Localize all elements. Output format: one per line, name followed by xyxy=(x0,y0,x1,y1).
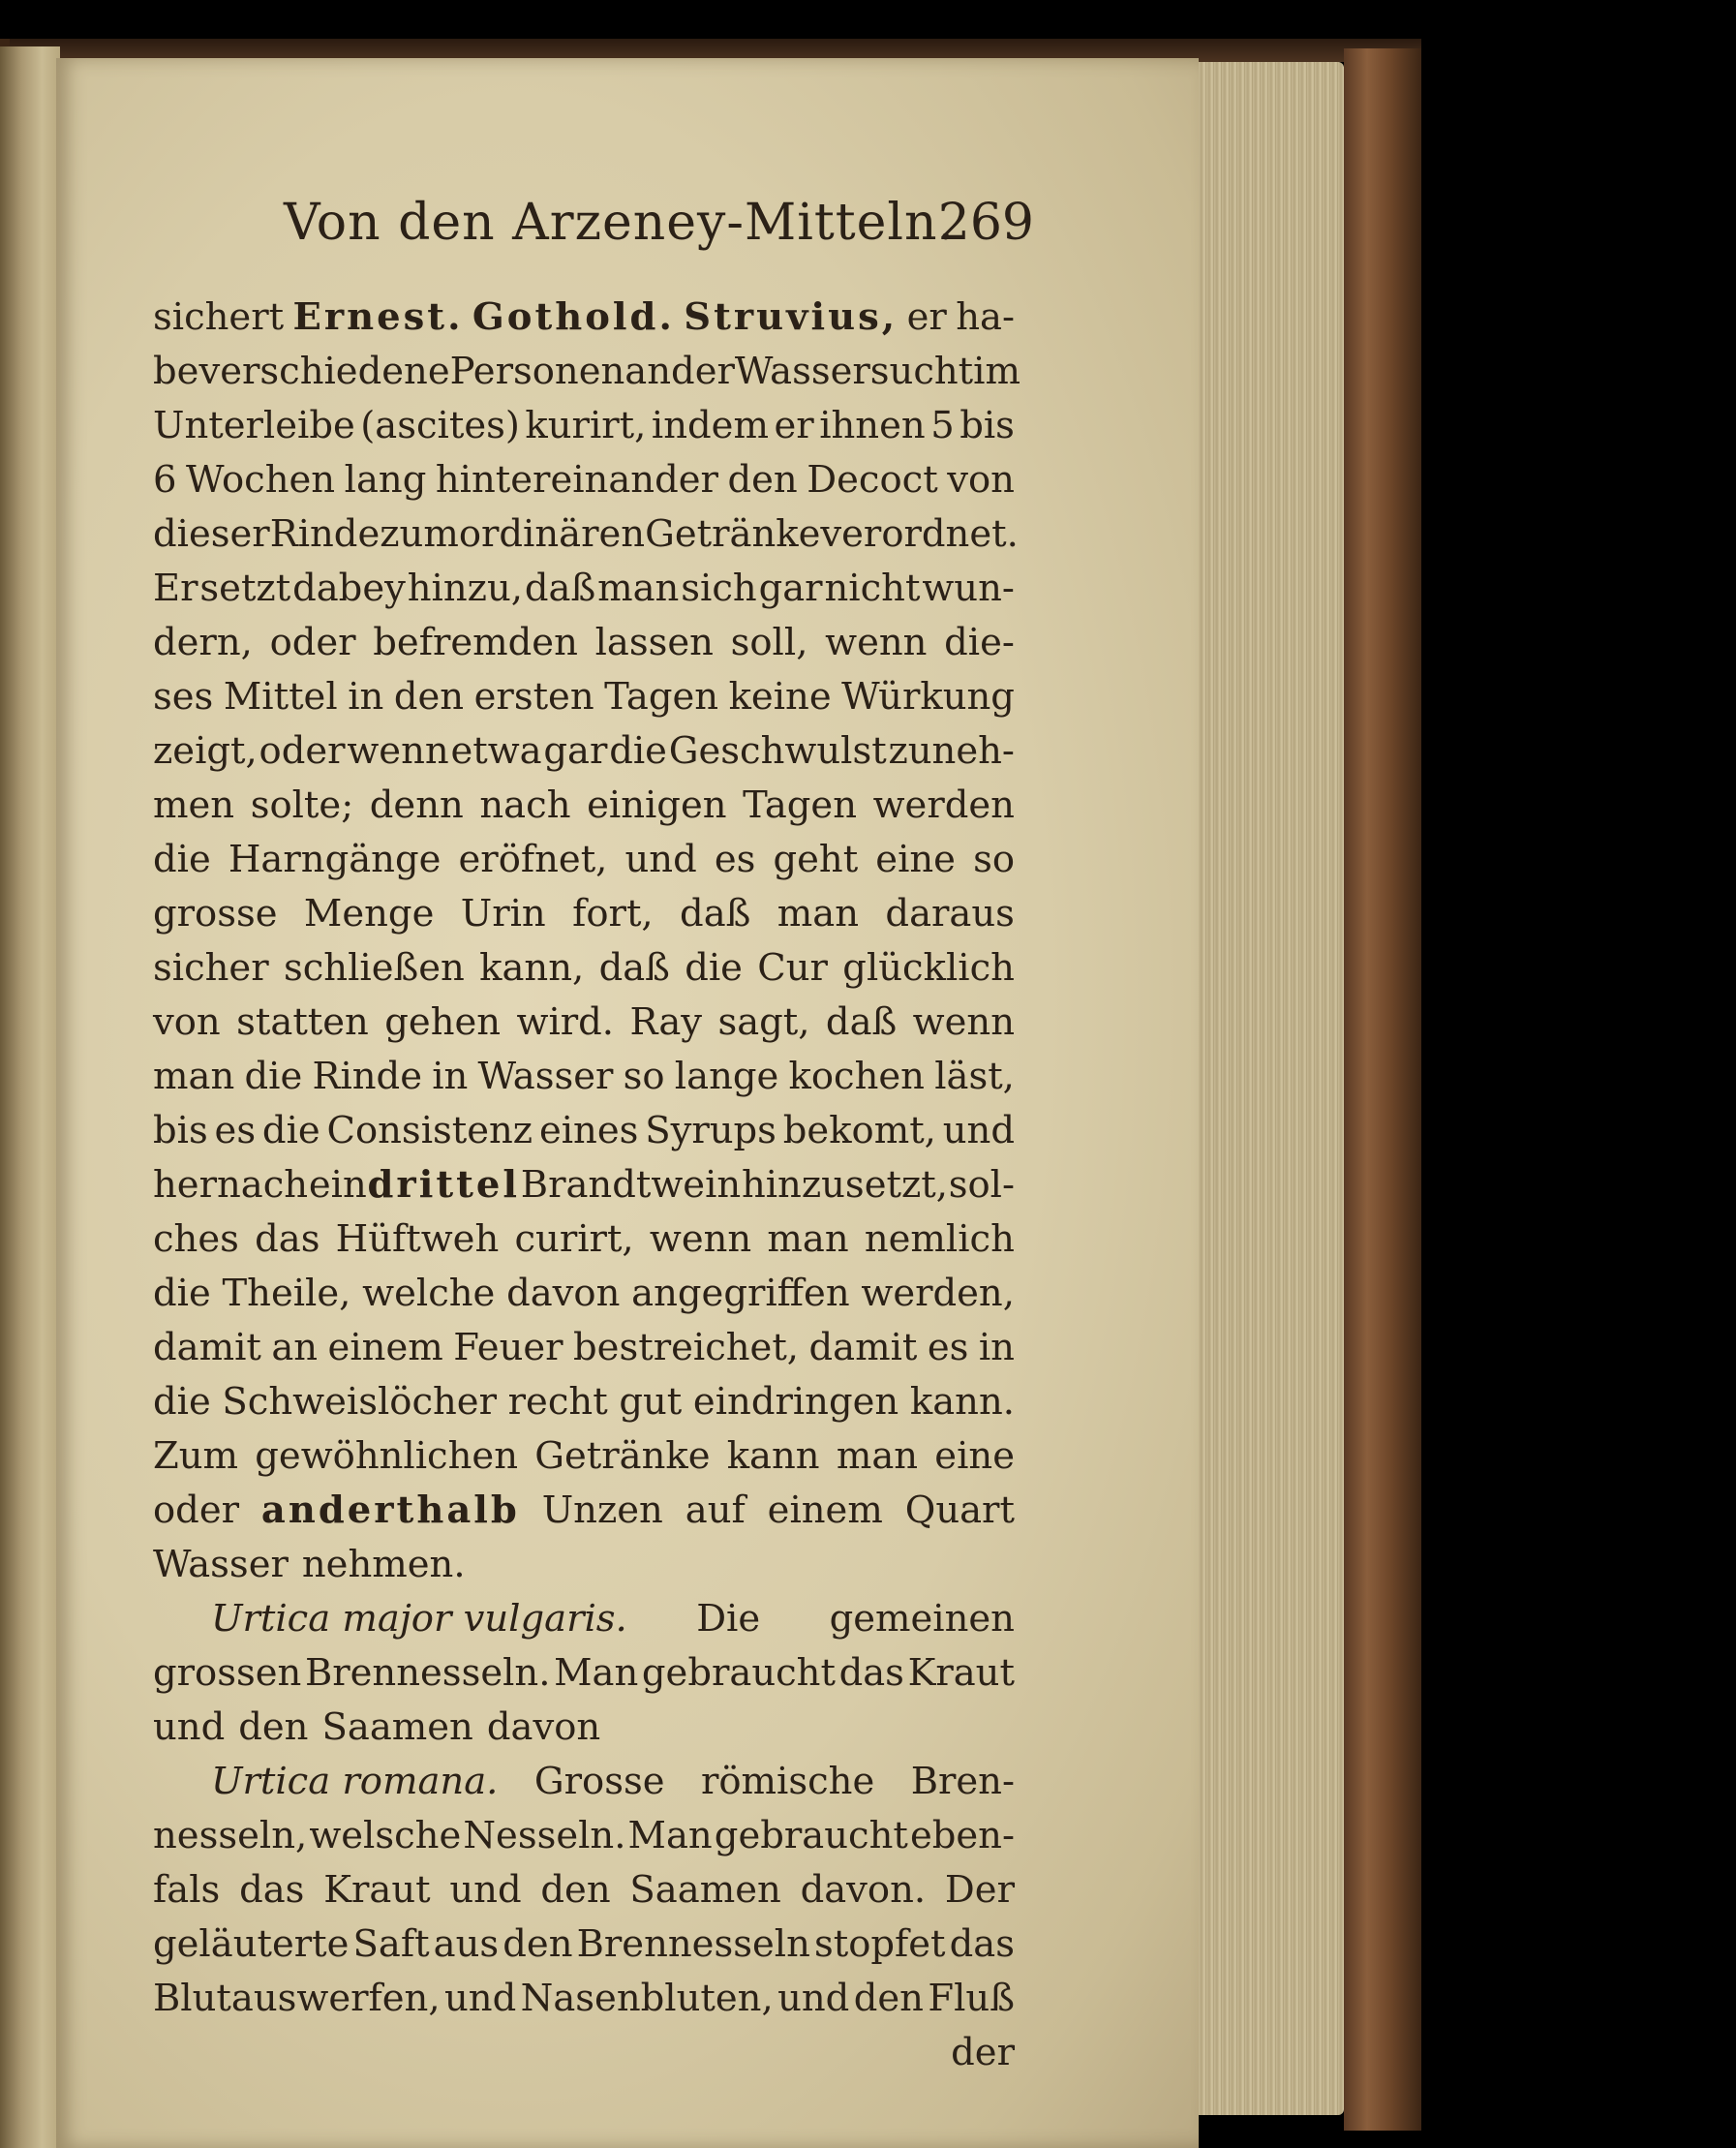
word: statten xyxy=(236,1000,369,1044)
word: davon xyxy=(506,1272,621,1315)
word: man xyxy=(597,567,680,610)
word: und xyxy=(444,1977,517,2020)
word: Man xyxy=(554,1651,639,1695)
word: Brennesseln. xyxy=(304,1651,551,1695)
word: verordnet. xyxy=(820,512,1019,556)
word: bis xyxy=(153,1109,208,1152)
word: denn xyxy=(369,783,464,827)
word: bekomt, xyxy=(782,1109,936,1152)
word: ordinären xyxy=(458,512,646,556)
text-line xyxy=(153,1972,1015,2026)
word: oder xyxy=(269,621,356,664)
word: Tagen xyxy=(604,675,719,719)
word: schließen xyxy=(283,946,465,990)
word: soll, xyxy=(730,621,808,664)
word: in xyxy=(432,1055,469,1098)
word: Unzen xyxy=(541,1488,663,1532)
word: den xyxy=(503,1922,573,1966)
previous-page-edge xyxy=(0,46,60,2148)
word: solte; xyxy=(250,783,354,827)
word: sich xyxy=(681,567,757,610)
word: Cur xyxy=(757,946,828,990)
word: es xyxy=(214,1109,257,1152)
word: Menge xyxy=(303,892,435,936)
word: grossen xyxy=(153,1651,302,1695)
word: gemeinen xyxy=(829,1597,1015,1641)
text-line xyxy=(153,1755,1015,1809)
text-line xyxy=(153,1375,1015,1429)
word: gehen xyxy=(384,1000,502,1044)
word: Der xyxy=(944,1868,1015,1912)
word: sol- xyxy=(948,1163,1015,1207)
word: Schweislöcher xyxy=(222,1380,497,1424)
word: sichert xyxy=(153,295,285,339)
word: eine xyxy=(875,838,956,881)
word: gewöhnlichen xyxy=(255,1434,518,1478)
word: werden xyxy=(872,783,1015,827)
word: zum xyxy=(380,512,459,556)
word: von xyxy=(153,1000,221,1044)
word: indem xyxy=(651,404,769,447)
word: er xyxy=(906,295,947,339)
word: dern, xyxy=(153,621,253,664)
text-line xyxy=(153,562,1015,616)
word: man xyxy=(836,1434,919,1478)
word: anderthalb xyxy=(260,1488,520,1532)
word: wird. xyxy=(516,1000,615,1044)
word: Fluß xyxy=(928,1977,1015,2020)
text-line xyxy=(153,1863,1015,1918)
running-head: Von den Arzeney-Mitteln. xyxy=(284,194,956,252)
word: curirt, xyxy=(514,1217,634,1261)
word: zuneh- xyxy=(888,729,1015,773)
word: einigen xyxy=(587,783,727,827)
word: er xyxy=(774,404,814,447)
word: den xyxy=(540,1868,611,1912)
word: davon. xyxy=(800,1868,927,1912)
word: keine xyxy=(728,675,832,719)
word: von xyxy=(947,458,1015,502)
word: nicht xyxy=(824,567,921,610)
word: Zum xyxy=(153,1434,239,1478)
word: Ray xyxy=(629,1000,703,1044)
word: werden, xyxy=(861,1272,1015,1315)
text-line xyxy=(153,345,1020,399)
word: dabey xyxy=(292,567,406,610)
word: lang xyxy=(344,458,427,502)
word: Unterleibe xyxy=(153,404,355,447)
word: gar xyxy=(543,729,608,773)
running-header xyxy=(153,184,1034,271)
word: Saft xyxy=(352,1922,430,1966)
word: lange xyxy=(674,1055,779,1098)
word: den xyxy=(393,675,465,719)
word: zeigt, xyxy=(153,729,258,773)
word: Theile, xyxy=(222,1272,351,1315)
word: einem xyxy=(327,1326,443,1369)
word: wenn xyxy=(825,621,928,664)
word: be xyxy=(153,350,199,393)
text-line xyxy=(153,670,1015,724)
word: das xyxy=(255,1217,320,1261)
text-line xyxy=(153,779,1015,833)
word: die xyxy=(153,1272,211,1315)
word: Syrups xyxy=(645,1109,777,1152)
word: gar xyxy=(758,567,823,610)
word: drittel xyxy=(367,1163,521,1207)
word: den xyxy=(853,1977,924,2020)
word: Wasser xyxy=(477,1055,614,1098)
word: Urtica romana. xyxy=(211,1760,499,1803)
word: damit xyxy=(153,1326,261,1369)
text-line xyxy=(153,1918,1015,1972)
word: Decoct xyxy=(807,458,938,502)
word: Nesseln. xyxy=(463,1814,626,1857)
word: Saamen xyxy=(629,1868,781,1912)
text-line xyxy=(153,291,1015,345)
word: läst, xyxy=(934,1055,1015,1098)
text-line xyxy=(153,1212,1015,1267)
word: in xyxy=(348,675,384,719)
word: Urtica major vulgaris. xyxy=(211,1597,627,1641)
word: hernach xyxy=(153,1163,309,1207)
paragraph-3 xyxy=(153,1755,1015,2026)
word: men xyxy=(153,783,235,827)
word: Kraut xyxy=(323,1868,431,1912)
word: recht xyxy=(507,1380,608,1424)
word: daß xyxy=(524,567,596,610)
word: gebraucht xyxy=(714,1814,908,1857)
word: Getränke xyxy=(645,512,821,556)
word: aus xyxy=(433,1922,500,1966)
word: Brennesseln xyxy=(576,1922,810,1966)
word: kann, xyxy=(479,946,585,990)
word: 5 xyxy=(930,404,955,447)
word: sicher xyxy=(153,946,269,990)
word: Ernest. xyxy=(292,295,464,339)
text-line xyxy=(153,507,1019,562)
word: die xyxy=(244,1055,303,1098)
word: Hüftweh xyxy=(335,1217,500,1261)
word: das xyxy=(949,1922,1015,1966)
word: man xyxy=(153,1055,235,1098)
text-line xyxy=(153,453,1015,507)
page-number: 269 xyxy=(937,194,1034,252)
word: Er xyxy=(153,567,198,610)
word: Urin xyxy=(460,892,546,936)
word: Die xyxy=(696,1597,761,1641)
text-line xyxy=(153,1321,1015,1375)
word: (ascites) xyxy=(360,404,520,447)
word: grosse xyxy=(153,892,278,936)
word: und xyxy=(449,1868,522,1912)
word: eindringen xyxy=(692,1380,899,1424)
word: Wassersucht xyxy=(734,350,974,393)
text-line xyxy=(153,1701,1015,1755)
word: sagt, xyxy=(717,1000,810,1044)
word: Feuer xyxy=(453,1326,563,1369)
word: Saamen xyxy=(321,1705,473,1749)
text-line xyxy=(153,833,1015,887)
word: gebraucht xyxy=(641,1651,836,1695)
text-line xyxy=(153,1538,1015,1592)
word: Grosse xyxy=(533,1760,665,1803)
word: die xyxy=(153,1380,211,1424)
text-block xyxy=(153,184,1034,2080)
word: welsche xyxy=(309,1814,462,1857)
word: daß xyxy=(825,1000,898,1044)
page-edges xyxy=(1199,62,1344,2115)
word: Consistenz xyxy=(326,1109,533,1152)
word: daraus xyxy=(885,892,1015,936)
text-line xyxy=(153,1429,1015,1484)
word: etwa xyxy=(450,729,542,773)
word: eben- xyxy=(909,1814,1015,1857)
word: lassen xyxy=(594,621,714,664)
text-line xyxy=(153,1646,1015,1701)
word: Quart xyxy=(904,1488,1015,1532)
word: befremden xyxy=(373,621,578,664)
word: hintereinander xyxy=(435,458,718,502)
text-line xyxy=(153,1158,1015,1212)
word: man xyxy=(767,1217,849,1261)
word: Bren- xyxy=(910,1760,1015,1803)
catchword-line xyxy=(153,2026,1015,2080)
text-line xyxy=(153,1050,1015,1104)
text-line xyxy=(153,1809,1015,1863)
word: und xyxy=(624,838,697,881)
word: stopfet xyxy=(813,1922,946,1966)
text-line xyxy=(153,616,1015,670)
text-line xyxy=(153,887,1015,941)
word: die xyxy=(685,946,743,990)
word: davon xyxy=(486,1705,601,1749)
word: eines xyxy=(538,1109,639,1152)
word: Mittel xyxy=(223,675,338,719)
word: Rinde xyxy=(269,512,381,556)
word: der xyxy=(671,350,735,393)
word: es xyxy=(714,838,756,881)
word: oder xyxy=(153,1488,240,1532)
word: welche xyxy=(362,1272,496,1315)
word: dieser xyxy=(153,512,270,556)
word: auf xyxy=(685,1488,746,1532)
word: oder xyxy=(259,729,346,773)
word: römische xyxy=(700,1760,875,1803)
word: glücklich xyxy=(842,946,1015,990)
word: ses xyxy=(153,675,214,719)
word: Tagen xyxy=(743,783,857,827)
word: 6 xyxy=(153,458,177,502)
word: hinzu, xyxy=(407,567,523,610)
word: ches xyxy=(153,1217,239,1261)
word: in xyxy=(978,1326,1015,1369)
word: fals xyxy=(153,1868,221,1912)
word: wenn xyxy=(649,1217,752,1261)
word: Geschwulst xyxy=(668,729,887,773)
word: die- xyxy=(944,621,1015,664)
paragraph-2 xyxy=(153,1592,1015,1755)
word: eröfnet, xyxy=(458,838,608,881)
word: bestreichet, xyxy=(573,1326,800,1369)
word: an xyxy=(624,350,672,393)
catchword: der xyxy=(951,2031,1015,2074)
word: nesseln, xyxy=(153,1814,308,1857)
word: bis xyxy=(959,404,1015,447)
word: die xyxy=(609,729,667,773)
word: daß xyxy=(680,892,751,936)
word: setzt xyxy=(199,567,291,610)
word: so xyxy=(623,1055,665,1098)
word: Harngänge xyxy=(228,838,442,881)
word: nehmen. xyxy=(301,1543,466,1586)
book-cover-right xyxy=(1344,48,1421,2131)
word: Rinde xyxy=(312,1055,422,1098)
word: kochen xyxy=(788,1055,925,1098)
text-line xyxy=(153,1104,1015,1158)
word: kurirt, xyxy=(525,404,647,447)
word: wun- xyxy=(922,567,1015,610)
word: kann. xyxy=(909,1380,1015,1424)
word: die xyxy=(261,1109,320,1152)
word: man xyxy=(777,892,860,936)
word: nemlich xyxy=(864,1217,1015,1261)
word: Personen xyxy=(449,350,625,393)
text-line xyxy=(153,724,1015,779)
word: geläuterte xyxy=(153,1922,350,1966)
word: kann xyxy=(726,1434,820,1478)
word: das xyxy=(239,1868,305,1912)
text-line xyxy=(153,1484,1015,1538)
text-line xyxy=(153,1267,1015,1321)
paragraph-1 xyxy=(153,291,1020,1592)
word: Wochen xyxy=(186,458,336,502)
word: ein xyxy=(308,1163,367,1207)
word: geht xyxy=(773,838,859,881)
word: Struvius, xyxy=(684,295,898,339)
word: Nasenbluten, xyxy=(520,1977,774,2020)
word: Man xyxy=(627,1814,713,1857)
word: so xyxy=(973,838,1015,881)
word: Würkung xyxy=(841,675,1015,719)
word: ihnen xyxy=(819,404,926,447)
word: hinzusetzt, xyxy=(741,1163,948,1207)
text-line xyxy=(153,399,1015,453)
word: den xyxy=(238,1705,309,1749)
word: und xyxy=(777,1977,850,2020)
text-line xyxy=(153,1592,1015,1646)
word: verschiedene xyxy=(198,350,450,393)
word: den xyxy=(727,458,798,502)
text-line xyxy=(153,941,1015,996)
word: die xyxy=(153,838,211,881)
text-line xyxy=(153,996,1015,1050)
word: es xyxy=(927,1326,969,1369)
word: gut xyxy=(619,1380,683,1424)
word: nach xyxy=(479,783,571,827)
word: Getränke xyxy=(534,1434,711,1478)
word: fort, xyxy=(572,892,654,936)
word: eine xyxy=(934,1434,1015,1478)
word: an xyxy=(271,1326,319,1369)
word: Kraut xyxy=(907,1651,1015,1695)
word: und xyxy=(153,1705,226,1749)
word: und xyxy=(942,1109,1015,1152)
word: daß xyxy=(598,946,670,990)
word: Blutauswerfen, xyxy=(153,1977,441,2020)
word: ersten xyxy=(473,675,594,719)
word: Wasser xyxy=(153,1543,289,1586)
word: wenn xyxy=(347,729,449,773)
word: Gothold. xyxy=(472,295,675,339)
word: wenn xyxy=(912,1000,1015,1044)
word: einem xyxy=(767,1488,883,1532)
word: ha- xyxy=(956,295,1015,339)
word: Brandtwein xyxy=(520,1163,742,1207)
word: angegriffen xyxy=(631,1272,850,1315)
word: das xyxy=(838,1651,904,1695)
word: im xyxy=(973,350,1020,393)
word: damit xyxy=(808,1326,918,1369)
